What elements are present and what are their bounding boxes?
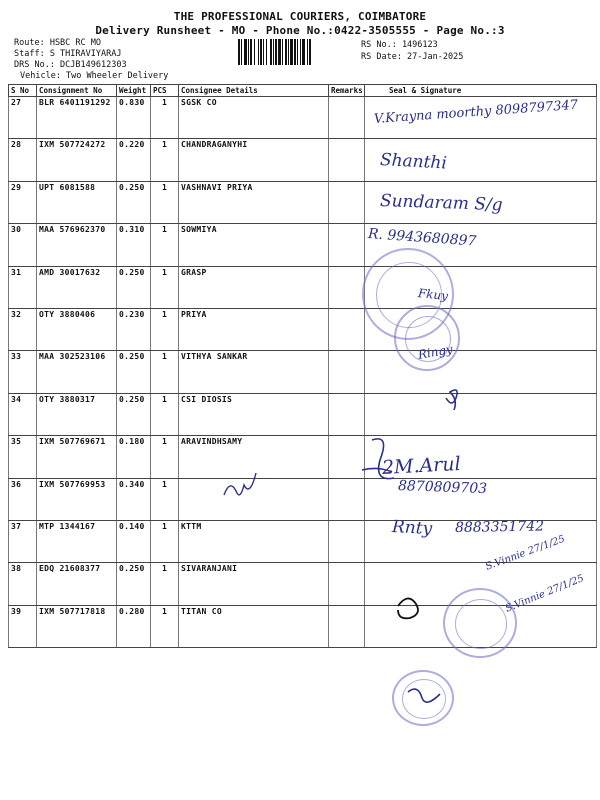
cell-pcs: 1 bbox=[151, 520, 179, 562]
signature-row-37-phone: 8883351742 bbox=[454, 518, 545, 536]
rs-number: RS No.: 1496123 bbox=[361, 40, 438, 50]
table-row bbox=[9, 266, 597, 308]
col-pcs: PCS bbox=[151, 85, 179, 97]
cell-remarks bbox=[329, 266, 365, 308]
cell-sno: 29 bbox=[9, 181, 37, 223]
signature-row-27: V.Krayna moorthy 8098797347 bbox=[373, 97, 579, 127]
cell-consignee: SIVARANJANI bbox=[179, 563, 329, 605]
cell-consignment: BLR 6401191292 bbox=[37, 97, 117, 139]
col-consignee: Consignee Details bbox=[179, 85, 329, 97]
signature-row-37-name: Rnty bbox=[391, 517, 433, 540]
cell-weight: 0.280 bbox=[117, 605, 151, 647]
cell-consignee: KTTM bbox=[179, 520, 329, 562]
table-row bbox=[9, 351, 597, 393]
cell-consignment: IXM 507724272 bbox=[37, 139, 117, 181]
cell-consignment: EDQ 21608377 bbox=[37, 563, 117, 605]
cell-remarks bbox=[329, 97, 365, 139]
barcode bbox=[238, 39, 352, 65]
signature-row-29: Sundaram S/g bbox=[379, 191, 503, 216]
cell-remarks bbox=[329, 478, 365, 520]
cell-remarks bbox=[329, 224, 365, 266]
signature-row-38: S.Vinnie 27/1/25 bbox=[484, 533, 567, 573]
cell-consignee: ARAVINDHSAMY bbox=[179, 436, 329, 478]
cell-consignee: TITAN CO bbox=[179, 605, 329, 647]
cell-remarks bbox=[329, 181, 365, 223]
cell-weight: 0.250 bbox=[117, 266, 151, 308]
cell-sno: 38 bbox=[9, 563, 37, 605]
table-row bbox=[9, 478, 597, 520]
runsheet-subtitle: Delivery Runsheet - MO - Phone No.:0422-3505555 - Page No.:3 bbox=[95, 24, 505, 37]
staff-label: Staff: S THIRAVIYARAJ bbox=[14, 49, 122, 59]
cell-weight: 0.830 bbox=[117, 97, 151, 139]
cell-weight: 0.250 bbox=[117, 563, 151, 605]
table-row bbox=[9, 393, 597, 435]
cell-consignment: OTY 3880406 bbox=[37, 308, 117, 350]
signature-row-36-name: 2M.Arul bbox=[381, 452, 462, 479]
signature-row-30: R. 9943680897 bbox=[367, 226, 477, 250]
cell-consignee bbox=[179, 478, 329, 520]
cell-consignment: OTY 3880317 bbox=[37, 393, 117, 435]
cell-consignment: IXM 507769953 bbox=[37, 478, 117, 520]
company-title: THE PROFESSIONAL COURIERS, COIMBATORE bbox=[173, 10, 427, 23]
cell-remarks bbox=[329, 520, 365, 562]
vehicle-label: Vehicle: Two Wheeler Delivery bbox=[20, 71, 169, 81]
col-sno: S No bbox=[9, 85, 37, 97]
cell-sno: 32 bbox=[9, 308, 37, 350]
table-row bbox=[9, 224, 597, 266]
cell-consignee: SOWMIYA bbox=[179, 224, 329, 266]
cell-sno: 30 bbox=[9, 224, 37, 266]
cell-remarks bbox=[329, 393, 365, 435]
signature-row-33: Ringy bbox=[416, 342, 454, 362]
cell-remarks bbox=[329, 436, 365, 478]
cell-consignment: MAA 302523106 bbox=[37, 351, 117, 393]
cell-consignee: SGSK CO bbox=[179, 97, 329, 139]
cell-weight: 0.310 bbox=[117, 224, 151, 266]
cell-consignee: CHANDRAGANYHI bbox=[179, 139, 329, 181]
cell-remarks bbox=[329, 308, 365, 350]
cell-consignment: IXM 507769671 bbox=[37, 436, 117, 478]
cell-consignment: MAA 576962370 bbox=[37, 224, 117, 266]
cell-consignee: GRASP bbox=[179, 266, 329, 308]
cell-remarks bbox=[329, 563, 365, 605]
cell-weight: 0.220 bbox=[117, 139, 151, 181]
cell-pcs: 1 bbox=[151, 351, 179, 393]
cell-sno: 39 bbox=[9, 605, 37, 647]
cell-weight: 0.140 bbox=[117, 520, 151, 562]
cell-pcs: 1 bbox=[151, 478, 179, 520]
cell-consignee: VITHYA SANKAR bbox=[179, 351, 329, 393]
cell-weight: 0.250 bbox=[117, 351, 151, 393]
route-label: Route: HSBC RC MO bbox=[14, 38, 101, 48]
area-office-seal-stamp bbox=[443, 588, 517, 658]
cell-sno: 33 bbox=[9, 351, 37, 393]
cell-remarks bbox=[329, 605, 365, 647]
table-header-row bbox=[9, 85, 597, 97]
cell-pcs: 1 bbox=[151, 97, 179, 139]
table-row bbox=[9, 563, 597, 605]
cell-sno: 28 bbox=[9, 139, 37, 181]
cell-consignment: AMD 30017632 bbox=[37, 266, 117, 308]
col-weight: Weight bbox=[117, 85, 151, 97]
cell-weight: 0.340 bbox=[117, 478, 151, 520]
cell-consignee: CSI DIOSIS bbox=[179, 393, 329, 435]
cell-consignment: IXM 507717818 bbox=[37, 605, 117, 647]
cell-pcs: 1 bbox=[151, 308, 179, 350]
signature-row-31: Fkuy bbox=[417, 286, 449, 304]
cell-sno: 34 bbox=[9, 393, 37, 435]
cell-consignee: PRIYA bbox=[179, 308, 329, 350]
cell-pcs: 1 bbox=[151, 266, 179, 308]
col-seal-signature: Seal & Signature bbox=[365, 85, 597, 97]
barcode-bar bbox=[311, 39, 312, 65]
office-seal-stamp bbox=[392, 670, 454, 726]
table-row bbox=[9, 308, 597, 350]
cell-sno: 35 bbox=[9, 436, 37, 478]
signature-row-39: S.Vinnie 27/1/25 bbox=[503, 573, 586, 615]
cell-pcs: 1 bbox=[151, 393, 179, 435]
cell-pcs: 1 bbox=[151, 563, 179, 605]
cell-pcs: 1 bbox=[151, 605, 179, 647]
signature-row-28: Shanthi bbox=[379, 150, 448, 174]
cell-pcs: 1 bbox=[151, 181, 179, 223]
office-seal-stamp bbox=[394, 305, 460, 371]
col-remarks: Remarks bbox=[329, 85, 365, 97]
drs-label: DRS No.: DCJB149612303 bbox=[14, 60, 127, 70]
table-row bbox=[9, 181, 597, 223]
cell-consignment: MTP 1344167 bbox=[37, 520, 117, 562]
cell-pcs: 1 bbox=[151, 436, 179, 478]
cell-weight: 0.250 bbox=[117, 181, 151, 223]
cell-weight: 0.180 bbox=[117, 436, 151, 478]
cell-pcs: 1 bbox=[151, 224, 179, 266]
table-row bbox=[9, 139, 597, 181]
cell-weight: 0.230 bbox=[117, 308, 151, 350]
cell-sno: 27 bbox=[9, 97, 37, 139]
table-row bbox=[9, 436, 597, 478]
cell-sno: 36 bbox=[9, 478, 37, 520]
rs-date: RS Date: 27-Jan-2025 bbox=[361, 52, 464, 62]
signature-row-36-phone: 8870809703 bbox=[397, 478, 488, 498]
cell-sno: 37 bbox=[9, 520, 37, 562]
cell-pcs: 1 bbox=[151, 139, 179, 181]
cell-consignment: UPT 6081588 bbox=[37, 181, 117, 223]
cell-remarks bbox=[329, 139, 365, 181]
cell-consignee: VASHNAVI PRIYA bbox=[179, 181, 329, 223]
cell-remarks bbox=[329, 351, 365, 393]
cell-weight: 0.250 bbox=[117, 393, 151, 435]
col-consignment: Consignment No bbox=[37, 85, 117, 97]
cell-sno: 31 bbox=[9, 266, 37, 308]
cell-signature bbox=[365, 393, 597, 435]
